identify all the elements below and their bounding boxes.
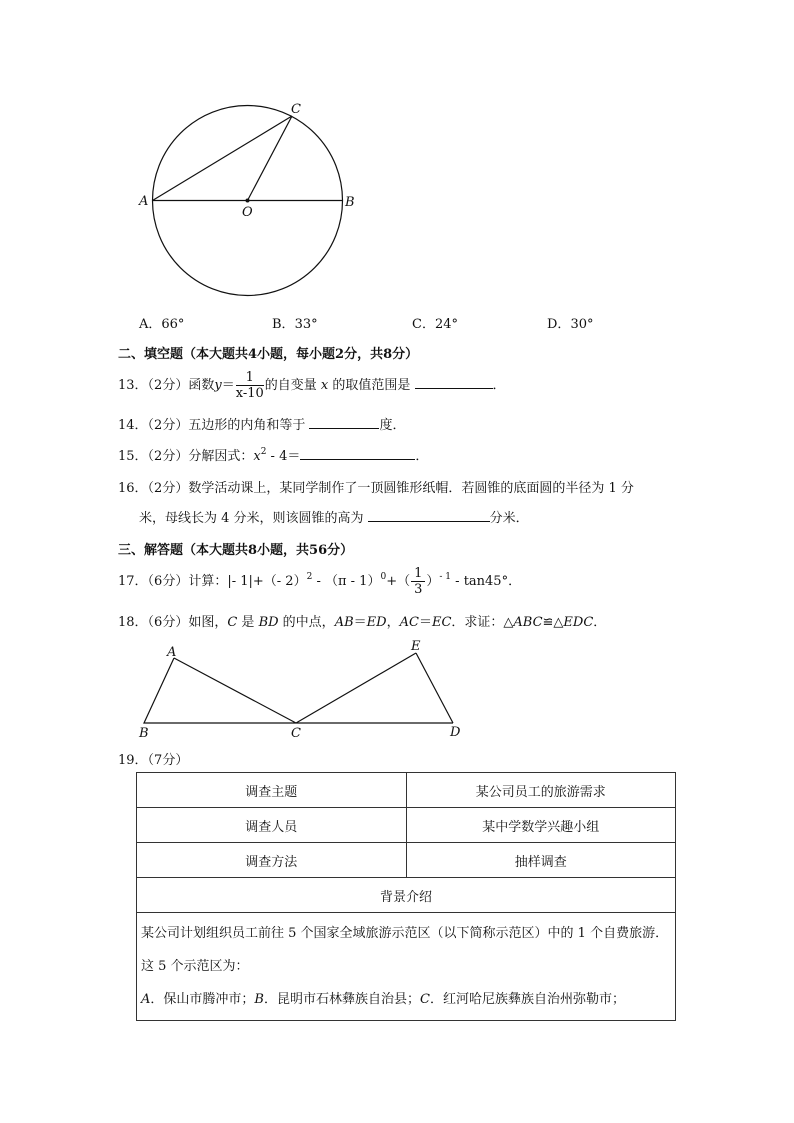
- label-b: B: [345, 195, 355, 210]
- fraction-1-over-x-10: $\frac{1}{x-10}$: [235, 370, 264, 401]
- triangles-figure: [132, 636, 472, 744]
- label-d: D: [450, 725, 461, 740]
- table-cell-key: 调查方法: [137, 843, 407, 878]
- table-row: [137, 808, 676, 843]
- fraction-1-over-3: $\frac{1}{3}$: [411, 566, 425, 597]
- segment-ce: [296, 653, 416, 723]
- option-b: B．33°: [272, 317, 318, 332]
- table-cell-key: 调查主题: [137, 773, 407, 808]
- label-a: A: [139, 194, 149, 209]
- intro-title-cell: 背景介绍: [137, 878, 676, 913]
- question-13: 13．（2分）函数y＝ $\frac{1}{x-10}$ 的自变量 x 的取值范围是 ．: [118, 370, 506, 401]
- chord-ac: [153, 116, 293, 201]
- table-cell-value: 某中学数学兴趣小组: [406, 808, 676, 843]
- survey-table: [136, 772, 676, 1021]
- answer-blank[interactable]: [300, 445, 415, 460]
- circle-figure: [130, 95, 370, 310]
- label-c: C: [291, 726, 301, 741]
- option-d: D．30°: [547, 317, 594, 332]
- question-14: 14．（2分）五边形的内角和等于 度．: [118, 414, 405, 433]
- section-solve-title: 三、解答题（本大题共8小题，共56分）: [118, 543, 354, 558]
- table-row: [137, 843, 676, 878]
- label-a: A: [167, 645, 177, 660]
- table-row: [137, 913, 676, 1021]
- option-c: C．24°: [412, 317, 458, 332]
- label-c: C: [291, 102, 301, 117]
- answer-blank[interactable]: [415, 374, 493, 389]
- question-18: 18．（6分）如图，C 是 BD 的中点，AB＝ED，AC＝EC．求证：△ABC≌△EDC．: [118, 615, 607, 630]
- table-row: [137, 878, 676, 913]
- table-row: [137, 773, 676, 808]
- center-point: [246, 199, 250, 203]
- question-16-line2: 米，母线长为 4 分米，则该圆锥的高为 分米．: [139, 507, 529, 526]
- label-e: E: [411, 639, 421, 654]
- intro-destinations: A．保山市腾冲市；B．昆明市石林彝族自治县；C．红河哈尼族彝族自治州弥勒市；: [141, 992, 625, 1007]
- table-cell-key: 调查人员: [137, 808, 407, 843]
- intro-paragraph: 某公司计划组织员工前往 5 个国家全域旅游示范区（以下简称示范区）中的 1 个自费旅游．这 5 个示范区为：: [141, 926, 669, 974]
- question-19: 19．（7分）: [118, 753, 189, 768]
- segment-ed: [416, 653, 453, 723]
- section-fill-in-title: 二、填空题（本大题共4小题，每小题2分，共8分）: [118, 347, 419, 362]
- answer-blank[interactable]: [368, 507, 490, 522]
- table-cell-value: 抽样调查: [406, 843, 676, 878]
- intro-text-cell: [137, 913, 676, 1021]
- radius-oc: [248, 116, 293, 201]
- option-a: A．66°: [139, 317, 185, 332]
- table-cell-value: 某公司员工的旅游需求: [406, 773, 676, 808]
- label-o: O: [242, 205, 253, 220]
- triangle-abc: [144, 658, 296, 723]
- question-16-line1: 16．（2分）数学活动课上，某同学制作了一顶圆锥形纸帽．若圆锥的底面圆的半径为 1 分: [118, 481, 634, 496]
- question-15: 15．（2分）分解因式：$x^2 - 4=$ ．: [118, 447, 429, 464]
- question-17: 17．（6分）计算：|- 1|+（- 2）$^2$ - （π - 1）$^0$+（ $\frac{1}{3}$ ）$^{- 1}$ - tan45°．: [118, 566, 522, 597]
- label-b: B: [139, 726, 149, 741]
- answer-blank[interactable]: [309, 414, 379, 429]
